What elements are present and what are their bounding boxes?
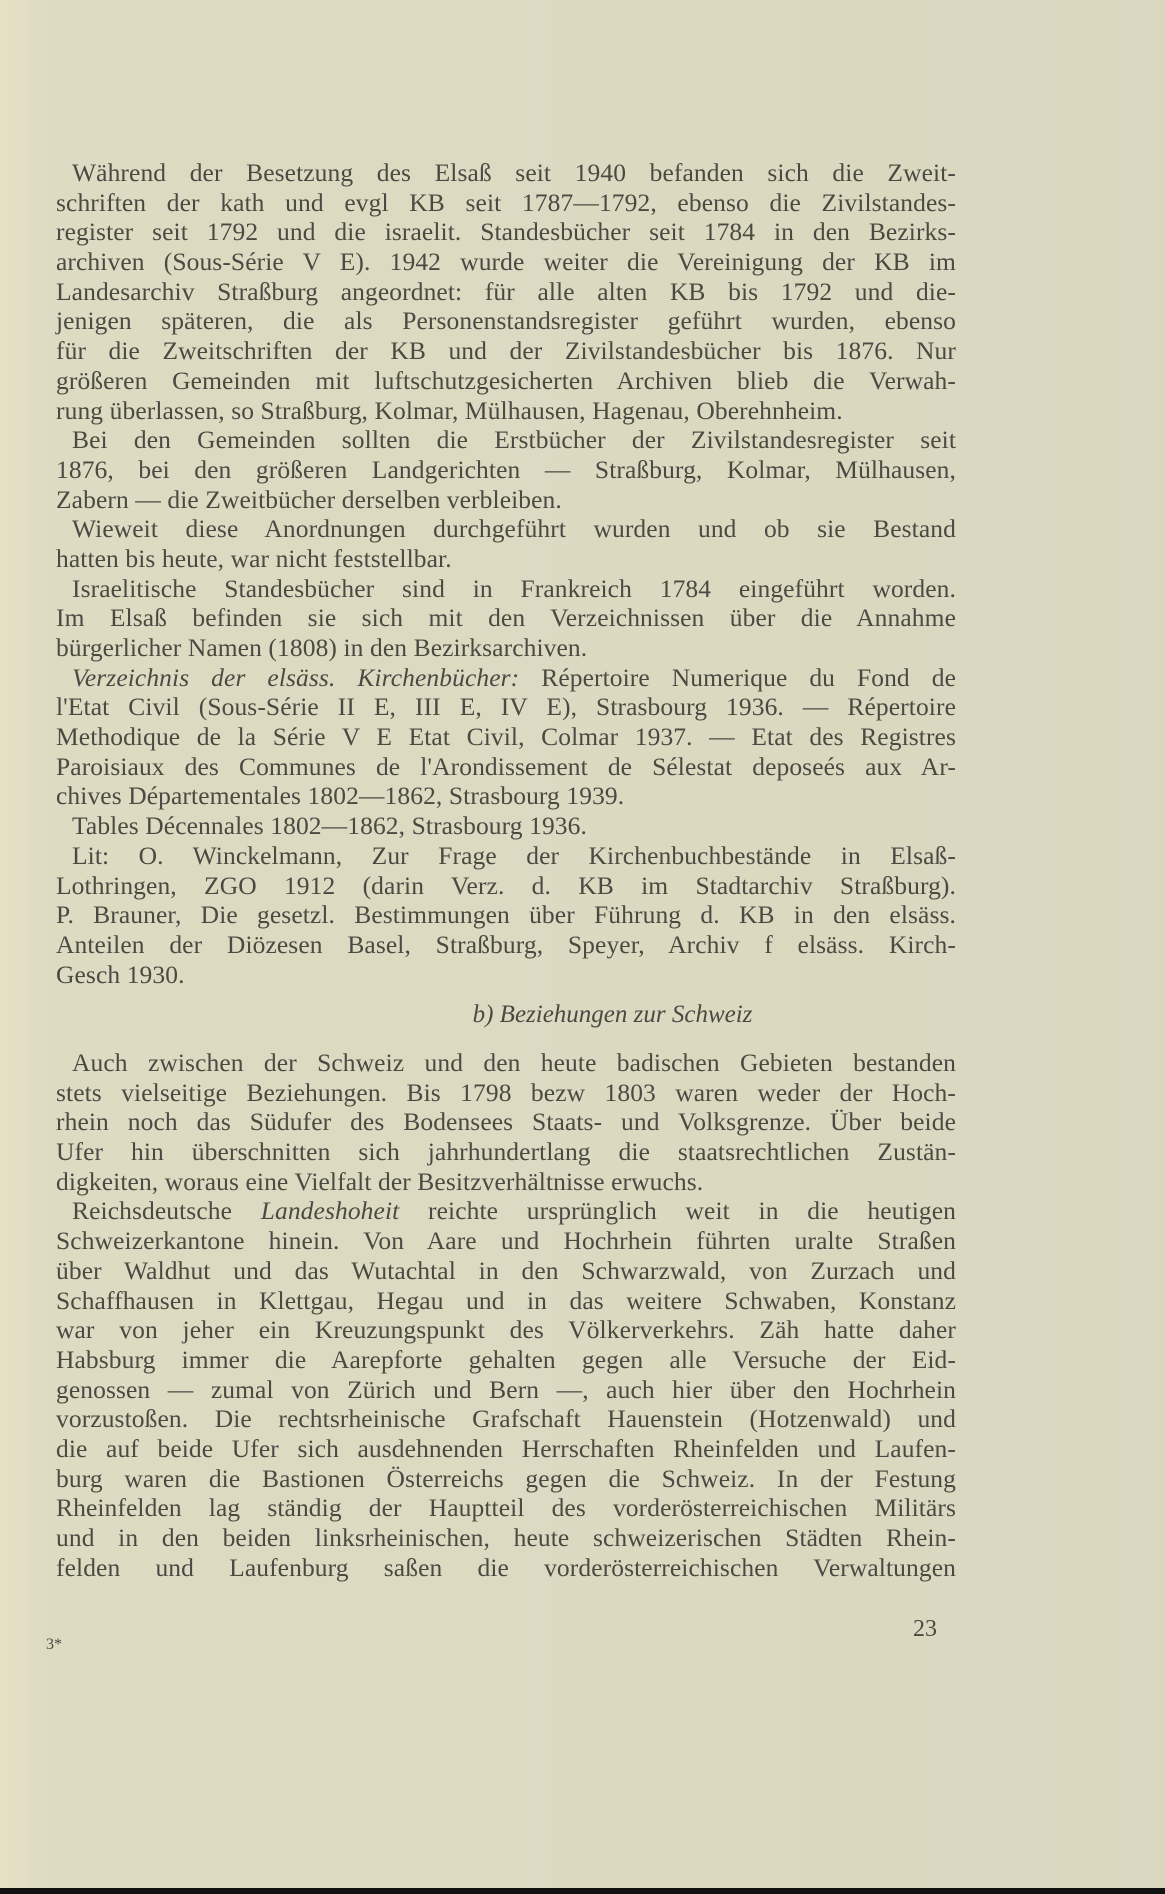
- text-line: und in den beiden linksrheinischen, heute schweizerischen Städten Rhein-: [56, 1523, 956, 1552]
- text-line: Während der Besetzung des Elsaß seit 1940 befanden sich die Zweit-: [72, 158, 956, 187]
- text-line: Habsburg immer die Aarepforte gehalten gegen alle Versuche der Eid-: [56, 1344, 956, 1374]
- text-line: Lothringen, ZGO 1912 (darin Verz. d. KB im Stadtarchiv Straßburg).: [56, 870, 956, 900]
- text-line: Bei den Gemeinden sollten die Erstbücher der Zivilstandesregister seit: [72, 425, 956, 455]
- text-line: größeren Gemeinden mit luftschutzgesicherten Archiven blieb die Verwah-: [56, 365, 956, 395]
- text-block-switzerland: [56, 1048, 956, 1582]
- text-line: für die Zweitschriften der KB und der Zivilstandesbücher bis 1876. Nur: [56, 336, 956, 366]
- text-line: l'Etat Civil (Sous-Série II E, III E, IV E), Strasbourg 1936. — Répertoire: [56, 692, 956, 722]
- text-line: [56, 663, 956, 693]
- text-line: P. Brauner, Die gesetzl. Bestimmungen über Führung d. KB in den elsäss.: [56, 900, 956, 930]
- text-line: Schweizerkantone hinein. Von Aare und Hochrhein führten uralte Straßen: [56, 1226, 956, 1256]
- text-line: über Waldhut und das Wutachtal in den Schwarzwald, von Zurzach und: [56, 1255, 956, 1285]
- text-line: genossen — zumal von Zürich und Bern —, auch hier über den Hochrhein: [56, 1374, 956, 1404]
- text-line: die auf beide Ufer sich ausdehnenden Herrschaften Rheinfelden und Laufen-: [56, 1433, 956, 1463]
- text-line: vorzustoßen. Die rechtsrheinische Grafschaft Hauenstein (Hotzenwald) und: [56, 1404, 956, 1434]
- signature-mark: 3*: [46, 1636, 62, 1653]
- text-line: Gesch 1930.: [56, 959, 185, 989]
- text-line: chives Départementales 1802—1862, Strasbourg 1939.: [56, 781, 625, 811]
- text-line: rhein noch das Südufer des Bodensees Staats- und Volksgrenze. Über beide: [56, 1107, 956, 1137]
- text-line: jenigen späteren, die als Personenstandsregister geführt wurden, ebenso: [56, 306, 956, 336]
- section-heading: b) Beziehungen zur Schweiz: [472, 1001, 753, 1028]
- text-line: stets vielseitige Beziehungen. Bis 1798 bezw 1803 waren weder der Hoch-: [56, 1077, 956, 1107]
- page-number: 23: [913, 1616, 937, 1642]
- text-line: Im Elsaß befinden sie sich mit den Verzeichnissen über die Annahme: [56, 603, 956, 633]
- text-line: [56, 1196, 956, 1226]
- italic-text: Landeshoheit: [260, 1196, 400, 1226]
- text-line: hatten bis heute, war nicht feststellbar.: [56, 543, 452, 573]
- text-line: Landesarchiv Straßburg angeordnet: für alle alten KB bis 1792 und die-: [56, 276, 956, 306]
- text-line: Anteilen der Diözesen Basel, Straßburg, Speyer, Archiv f elsäss. Kirch-: [56, 929, 956, 959]
- text-line: Israelitische Standesbücher sind in Frankreich 1784 eingeführt worden.: [72, 573, 956, 603]
- text-line: burg waren die Bastionen Österreichs gegen die Schweiz. In der Festung: [56, 1463, 956, 1493]
- italic-text: Verzeichnis der elsäss. Kirchenbücher:: [72, 662, 520, 692]
- text-line: war von jeher ein Kreuzungspunkt des Völkerverkehrs. Zäh hatte daher: [56, 1315, 956, 1345]
- text-line: digkeiten, woraus eine Vielfalt der Besitzverhältnisse erwuchs.: [56, 1166, 704, 1196]
- text-line: Wieweit diese Anordnungen durchgeführt wurden und ob sie Bestand: [72, 514, 956, 544]
- text-block-alsace: [56, 158, 956, 989]
- text-line: felden und Laufenburg saßen die vorderösterreichischen Verwaltungen: [56, 1552, 956, 1582]
- text-span: Reichsdeutsche: [72, 1196, 261, 1226]
- text-line: Methodique de la Série V E Etat Civil, Colmar 1937. — Etat des Registres: [56, 722, 956, 752]
- text-line: bürgerlicher Namen (1808) in den Bezirksarchiven.: [56, 633, 588, 662]
- scan-edge: [0, 1888, 1165, 1894]
- text-line: 1876, bei den größeren Landgerichten — Straßburg, Kolmar, Mülhausen,: [56, 454, 956, 484]
- text-line: Auch zwischen der Schweiz und den heute badischen Gebieten bestanden: [72, 1048, 956, 1077]
- text-line: Zabern — die Zweitbücher derselben verbleiben.: [56, 484, 562, 514]
- text-line: schriften der kath und evgl KB seit 1787—1792, ebenso die Zivilstandes-: [56, 187, 956, 217]
- text-line: Ufer hin überschnitten sich jahrhundertlang die staatsrechtlichen Zustän-: [56, 1137, 956, 1167]
- text-span: reichte ursprünglich weit in die heutigen: [399, 1196, 956, 1226]
- text-span: Répertoire Numerique du Fond de: [519, 662, 956, 692]
- text-line: Paroisiaux des Communes de l'Arondissement de Sélestat deposeés aux Ar-: [56, 751, 956, 781]
- text-line: register seit 1792 und die israelit. Standesbücher seit 1784 in den Bezirks-: [56, 217, 956, 247]
- text-line: rung überlassen, so Straßburg, Kolmar, Mülhausen, Hagenau, Oberehnheim.: [56, 395, 843, 425]
- text-line: archiven (Sous-Série V E). 1942 wurde weiter die Vereinigung der KB im: [56, 247, 956, 277]
- text-line: Rheinfelden lag ständig der Hauptteil des vorderösterreichischen Militärs: [56, 1493, 956, 1523]
- text-line: Tables Décennales 1802—1862, Strasbourg 1936.: [72, 811, 587, 841]
- text-line: Schaffhausen in Klettgau, Hegau und in das weitere Schwaben, Konstanz: [56, 1285, 956, 1315]
- text-line: Lit: O. Winckelmann, Zur Frage der Kirchenbuchbestände in Elsaß-: [72, 840, 956, 870]
